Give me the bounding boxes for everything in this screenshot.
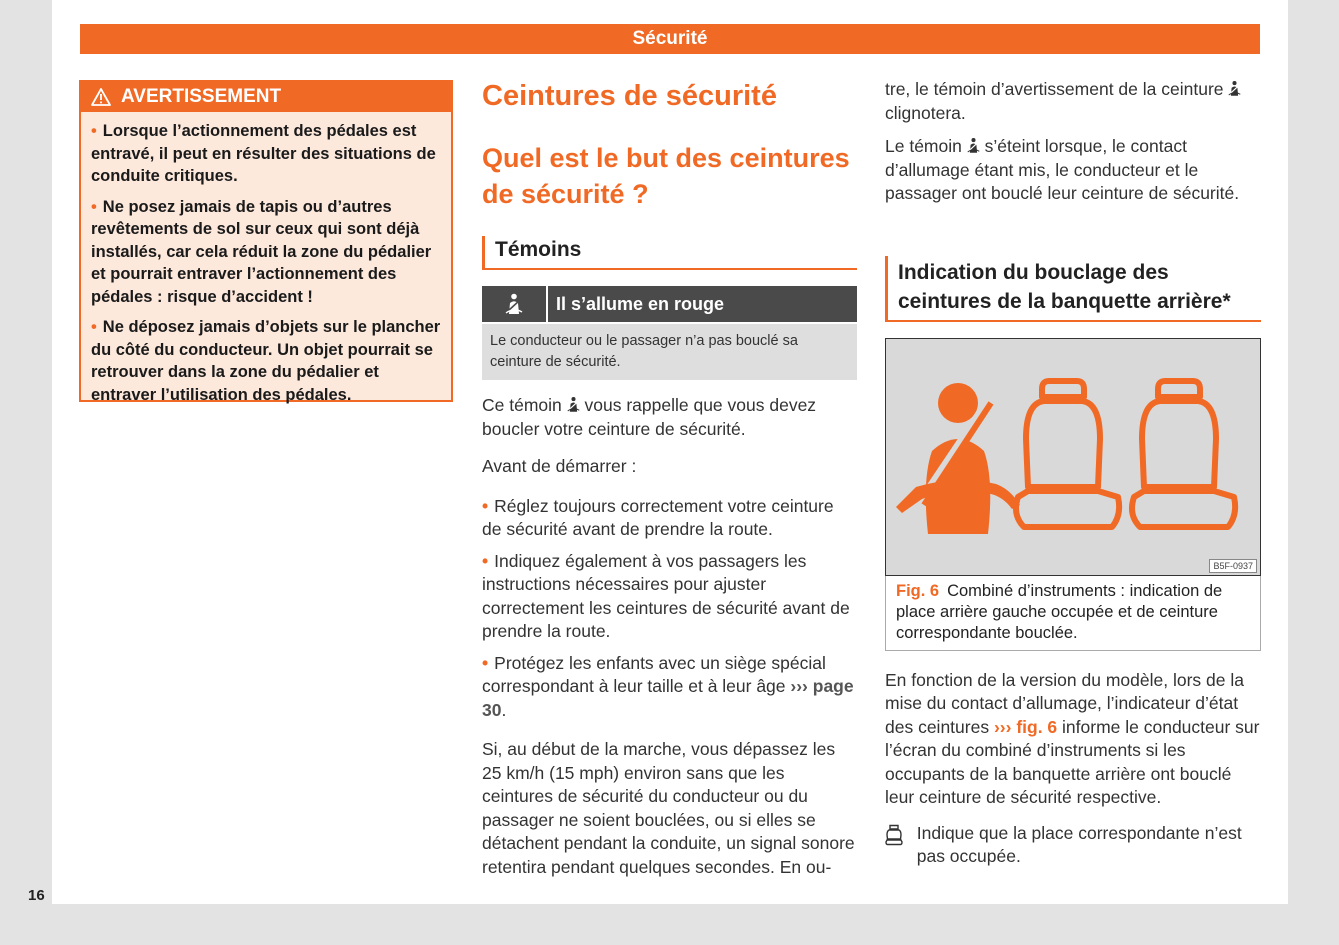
warning-item-text: Ne posez jamais de tapis ou d’autres revêtements de sol sur ceux qui sont déjà installés, car cela réduit la zone du pédalier et pourrait entraver l’actionnement des pédales : risque d’accident ! (91, 197, 432, 306)
figure-caption (885, 576, 1261, 651)
legend-icon-cell (885, 822, 917, 869)
list-item-text: Protégez les enfants avec un siège spécial correspondant à leur taille et à leur âge (482, 652, 826, 696)
paragraph-text: Ce témoin (482, 395, 562, 415)
paragraph (885, 78, 1261, 125)
warning-title: AVERTISSEMENT (121, 86, 282, 107)
paragraph (885, 135, 1261, 206)
bullet: • (482, 652, 489, 673)
paragraph-text: En fonction de la version du modèle, lors de la mise du contact d’allumage, l’indicateur d’état des ceintures (885, 669, 1244, 737)
subsection-title: Indication du bouclage des ceintures de la banquette arrière* (898, 260, 1231, 313)
column-3 (885, 78, 1261, 869)
paragraph-text: informe le conducteur sur l’écran du combiné d’instruments si les occupants de la banquette arrière ont bouclé leur ceinture de sécurité respective. (885, 716, 1260, 807)
warning-triangle-icon (91, 88, 111, 106)
page-reference-link[interactable]: ››› page 30 (482, 676, 854, 720)
seatbelt-icon (967, 137, 980, 154)
figure-caption-text: Combiné d’instruments : indication de place arrière gauche occupée et de ceinture correspondante bouclée. (896, 581, 1223, 642)
list-item: • Protégez les enfants avec un siège spécial correspondant à leur taille et à leur âge ››› page 30. (482, 652, 854, 720)
indicator-state: Il s’allume en rouge (556, 293, 725, 314)
indicator-description: Le conducteur ou le passager n’a pas bouclé sa ceinture de sécurité. (482, 324, 857, 380)
column-2 (482, 76, 857, 879)
section-title: Quel est le but des ceintures de sécurité ? (482, 143, 850, 209)
warning-item-text: Lorsque l’actionnement des pédales est entravé, il peut en résulter des situations de conduite critiques. (91, 122, 436, 185)
indicator-icon-cell (482, 286, 548, 322)
paragraph: Avant de démarrer : (482, 456, 637, 476)
page-number: 16 (28, 887, 45, 904)
list-item-text: Réglez toujours correctement votre ceinture de sécurité avant de prendre la route. (482, 495, 834, 539)
figure-instrument-cluster (885, 338, 1261, 576)
paragraph-text: clignotera. (885, 102, 966, 123)
figure-reference-link[interactable]: ››› fig. 6 (993, 716, 1058, 737)
warning-header (81, 82, 451, 112)
warning-item (91, 120, 441, 188)
legend-text: Indique que la place correspondante n’est pas occupée. (916, 822, 1242, 866)
paragraph (482, 394, 857, 441)
paragraph-text: Le témoin (885, 136, 962, 156)
warning-item-text: Ne déposez jamais d’objets sur le plancher du côté du conducteur. Un objet pourrait se retrouver dans la zone du pédalier et entraver l’utilisation des pédales. (91, 318, 441, 404)
seat-status-illustration (886, 339, 1259, 574)
warning-box (79, 80, 453, 402)
warning-item (91, 316, 441, 406)
seatbelt-icon (1228, 80, 1241, 97)
bullet: • (91, 318, 97, 336)
belted-occupant-icon (896, 383, 1020, 534)
empty-seat-icon (885, 824, 903, 846)
rear-seat-icon (1016, 381, 1119, 527)
subsection-heading (482, 236, 857, 270)
legend-item (885, 822, 1261, 869)
paragraph-text: tre, le témoin d’avertissement de la ceinture (885, 79, 1224, 99)
figure-code: B5F-0937 (1209, 559, 1257, 573)
bullet: • (91, 197, 97, 216)
warning-body (81, 112, 451, 406)
seatbelt-icon (567, 396, 580, 413)
warning-item (91, 196, 441, 309)
subsection-heading (885, 256, 1261, 322)
rear-seat-icon (1132, 381, 1235, 527)
chapter-title: Ceintures de sécurité (482, 80, 777, 112)
list-item (482, 495, 857, 542)
seatbelt-icon (505, 293, 523, 315)
bullet: • (91, 122, 97, 140)
figure-label: Fig. 6 (896, 581, 940, 600)
bullet: • (482, 550, 489, 571)
paragraph-text: s’éteint lorsque, le contact d’allumage étant mis, le conducteur et le passager ont bouclé leur ceinture de sécurité. (885, 136, 1240, 203)
indicator-table-header (482, 286, 857, 322)
list-item-text: Indiquez également à vos passagers les instructions nécessaires pour ajuster correctement les ceintures de sécurité avant de prendre la route. (482, 550, 850, 641)
bullet: • (482, 495, 489, 516)
chapter-header: Sécurité (80, 24, 1260, 54)
paragraph-text: vous rappelle que vous devez boucler votre ceinture de sécurité. (482, 395, 817, 439)
list-item (482, 550, 857, 644)
subsection-title: Témoins (495, 238, 582, 261)
paragraph: Si, au début de la marche, vous dépassez les 25 km/h (15 mph) environ sans que les ceintures de sécurité du conducteur ou du passager ne soient bouclées, ou si elles se détachent pendant la conduite, un signal sonore retentira pendant quelques secondes. En ou- (482, 739, 855, 877)
paragraph (885, 669, 1261, 810)
